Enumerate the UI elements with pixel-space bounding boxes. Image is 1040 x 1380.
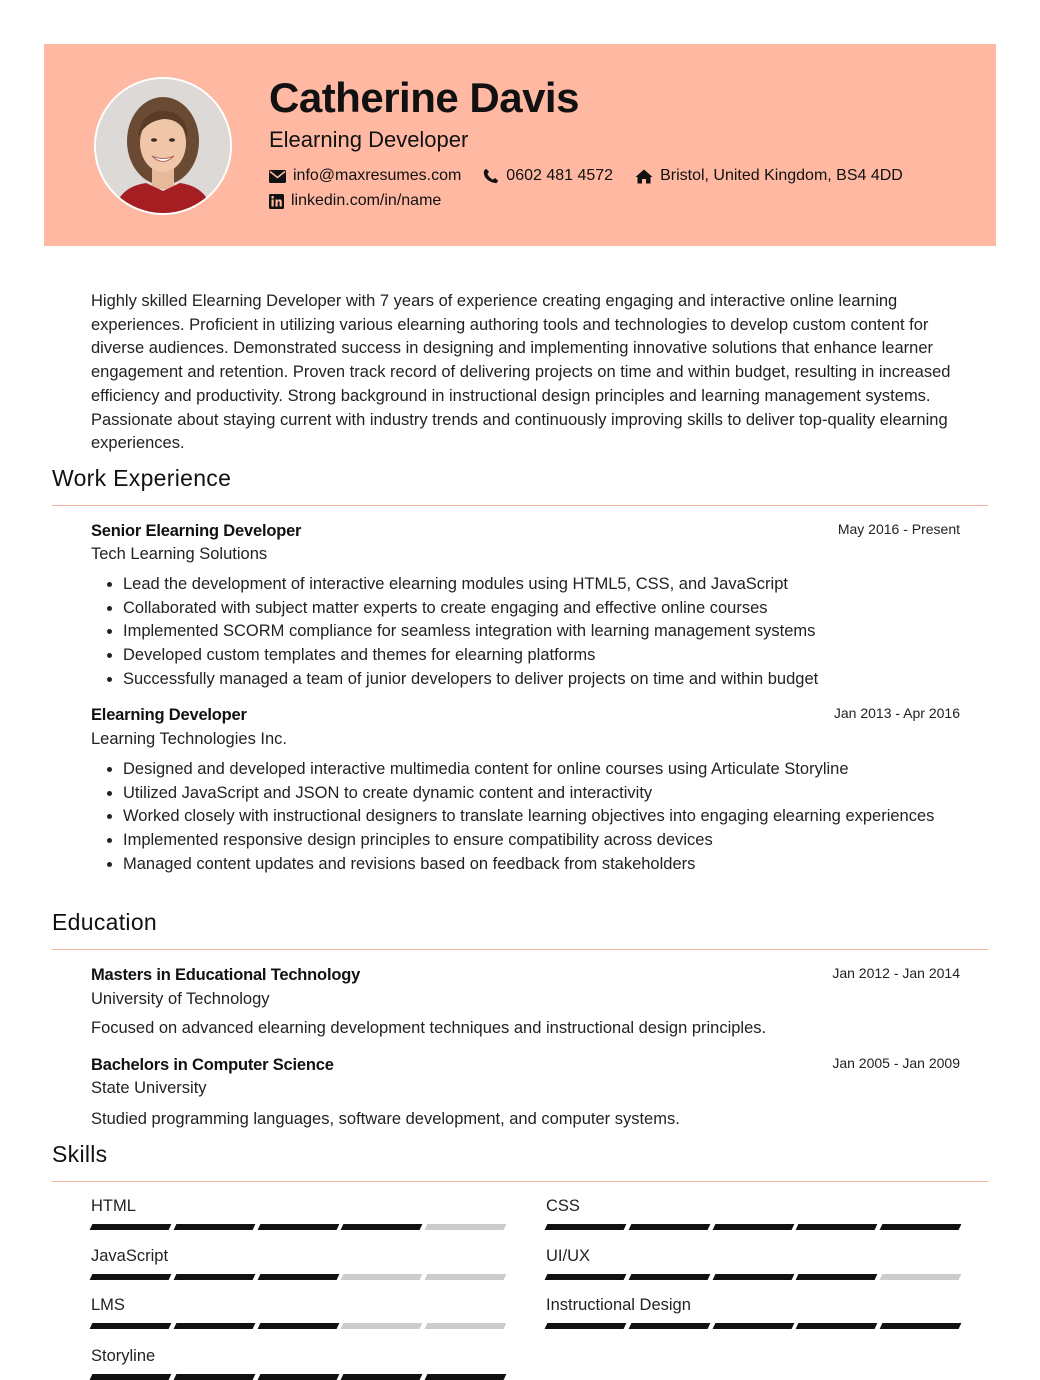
skill-level-segment xyxy=(628,1323,710,1329)
skill-level-segment xyxy=(257,1274,339,1280)
skill-level-segment xyxy=(425,1224,507,1230)
skill-level-segment xyxy=(90,1224,172,1230)
professional-summary: Highly skilled Elearning Developer with 7 years of experience creating engaging and interactive online learning experiences. Proficient in utilizing various elearning authoring tools and technologies to develop custom content for diverse audiences. Demonstrated success in designing and implementing innovative solutions that enhance learner engagement and retention. Proven track record of delivering projects on time and within budget, resulting in increased efficiency and productivity. Strong background in instructional design principles and learning management systems. Passionate about staying current with industry trends and continuously improving skills to deliver top-quality elearning experiences. xyxy=(91,292,951,453)
envelope-icon xyxy=(269,170,286,183)
contact-linkedin[interactable] xyxy=(269,192,441,210)
list-item: • Implemented responsive design principles to ensure compatibility across devices xyxy=(123,829,951,853)
school-name: State University xyxy=(91,1079,207,1097)
job-bullets xyxy=(91,573,951,692)
skills-heading: Skills xyxy=(52,1141,108,1167)
phone-text[interactable]: 0602 481 4572 xyxy=(506,167,614,184)
degree-title: Masters in Educational Technology xyxy=(91,966,361,984)
skill-level-segment xyxy=(341,1274,423,1280)
skill-level-segment xyxy=(880,1274,962,1280)
skill-level-segment xyxy=(796,1274,878,1280)
skill-item xyxy=(91,1296,505,1329)
job-title: Elearning Developer xyxy=(91,706,247,724)
degree-description: Studied programming languages, software development, and computer systems. xyxy=(91,1110,680,1128)
job-bullets xyxy=(91,758,951,877)
contact-address xyxy=(635,167,903,185)
degree-title: Bachelors in Computer Science xyxy=(91,1056,334,1074)
skill-level-segment xyxy=(796,1224,878,1230)
address-text: Bristol, United Kingdom, BS4 4DD xyxy=(660,167,903,184)
degree-date: Jan 2005 - Jan 2009 xyxy=(832,1055,960,1071)
profile-photo xyxy=(94,77,232,215)
school-name: University of Technology xyxy=(91,990,270,1008)
skill-item xyxy=(546,1247,960,1280)
job-company: Tech Learning Solutions xyxy=(91,545,268,563)
skill-level-segment xyxy=(628,1224,710,1230)
skill-level-bar xyxy=(91,1274,505,1280)
skill-level-segment xyxy=(173,1274,255,1280)
skill-level-segment xyxy=(173,1323,255,1329)
skill-level-segment xyxy=(341,1374,423,1380)
skill-level-segment xyxy=(341,1323,423,1329)
skill-level-segment xyxy=(173,1374,255,1380)
skill-level-bar xyxy=(546,1224,960,1230)
resume-header xyxy=(44,44,996,246)
skill-level-segment xyxy=(257,1224,339,1230)
skill-name: JavaScript xyxy=(91,1247,169,1265)
list-item: • Designed and developed interactive multimedia content for online courses using Articulate Storyline xyxy=(123,758,951,782)
skill-level-segment xyxy=(628,1274,710,1280)
skill-level-segment xyxy=(90,1374,172,1380)
phone-icon xyxy=(483,168,499,184)
list-item: • Utilized JavaScript and JSON to create dynamic content and interactivity xyxy=(123,782,951,806)
list-item: • Managed content updates and revisions based on feedback from stakeholders xyxy=(123,853,951,877)
contact-row-2 xyxy=(269,192,463,210)
contact-phone[interactable] xyxy=(483,167,613,185)
home-icon xyxy=(635,169,653,184)
section-divider xyxy=(52,1181,988,1182)
list-item: • Developed custom templates and themes for elearning platforms xyxy=(123,644,951,668)
skill-name: Instructional Design xyxy=(546,1296,691,1314)
list-item: • Successfully managed a team of junior developers to deliver projects on time and within budget xyxy=(123,668,951,692)
degree-description: Focused on advanced elearning development techniques and instructional design principles. xyxy=(91,1019,767,1037)
skill-level-segment xyxy=(880,1323,962,1329)
list-item: • Collaborated with subject matter experts to create engaging and effective online courses xyxy=(123,597,951,621)
job-title: Senior Elearning Developer xyxy=(91,522,302,540)
skill-level-segment xyxy=(257,1374,339,1380)
skill-name: HTML xyxy=(91,1197,136,1215)
skill-level-segment xyxy=(545,1274,627,1280)
skill-level-segment xyxy=(90,1323,172,1329)
candidate-title: Elearning Developer xyxy=(269,127,469,152)
skill-name: Storyline xyxy=(91,1347,156,1365)
skill-level-segment xyxy=(880,1224,962,1230)
email-text[interactable]: info@maxresumes.com xyxy=(293,167,462,184)
contact-email[interactable] xyxy=(269,167,461,185)
job-date: May 2016 - Present xyxy=(837,521,960,537)
skill-item xyxy=(546,1197,960,1230)
skill-level-bar xyxy=(91,1323,505,1329)
skill-level-segment xyxy=(341,1224,423,1230)
skill-item xyxy=(546,1296,960,1329)
list-item: • Worked closely with instructional designers to translate learning objectives into engaging elearning experiences xyxy=(123,805,951,829)
section-divider xyxy=(52,505,988,506)
skill-name: CSS xyxy=(546,1197,580,1215)
skill-name: LMS xyxy=(91,1296,125,1314)
job-company: Learning Technologies Inc. xyxy=(91,730,288,748)
section-divider xyxy=(52,949,988,950)
skill-level-segment xyxy=(173,1224,255,1230)
skill-level-segment xyxy=(712,1274,794,1280)
contact-row xyxy=(269,167,925,185)
skill-level-segment xyxy=(712,1224,794,1230)
skill-item xyxy=(91,1247,505,1280)
skill-level-bar xyxy=(91,1374,505,1380)
skill-item xyxy=(91,1347,505,1380)
skill-level-segment xyxy=(545,1224,627,1230)
skill-level-bar xyxy=(91,1224,505,1230)
skill-level-segment xyxy=(425,1274,507,1280)
skill-level-segment xyxy=(425,1374,507,1380)
skill-level-segment xyxy=(257,1323,339,1329)
work-experience-heading: Work Experience xyxy=(52,465,232,491)
skill-level-segment xyxy=(425,1323,507,1329)
skill-level-bar xyxy=(546,1323,960,1329)
skill-level-segment xyxy=(712,1323,794,1329)
list-item: • Lead the development of interactive elearning modules using HTML5, CSS, and JavaScript xyxy=(123,573,951,597)
degree-date: Jan 2012 - Jan 2014 xyxy=(832,965,960,981)
linkedin-icon xyxy=(269,194,284,209)
skill-level-segment xyxy=(545,1323,627,1329)
skill-name: UI/UX xyxy=(546,1247,591,1265)
candidate-name: Catherine Davis xyxy=(269,74,579,121)
list-item: • Implemented SCORM compliance for seamless integration with learning management systems xyxy=(123,620,951,644)
skill-item xyxy=(91,1197,505,1230)
job-date: Jan 2013 - Apr 2016 xyxy=(833,705,960,721)
skill-level-segment xyxy=(90,1274,172,1280)
linkedin-text[interactable]: linkedin.com/in/name xyxy=(291,192,442,209)
education-heading: Education xyxy=(52,909,157,935)
skill-level-segment xyxy=(796,1323,878,1329)
skill-level-bar xyxy=(546,1274,960,1280)
